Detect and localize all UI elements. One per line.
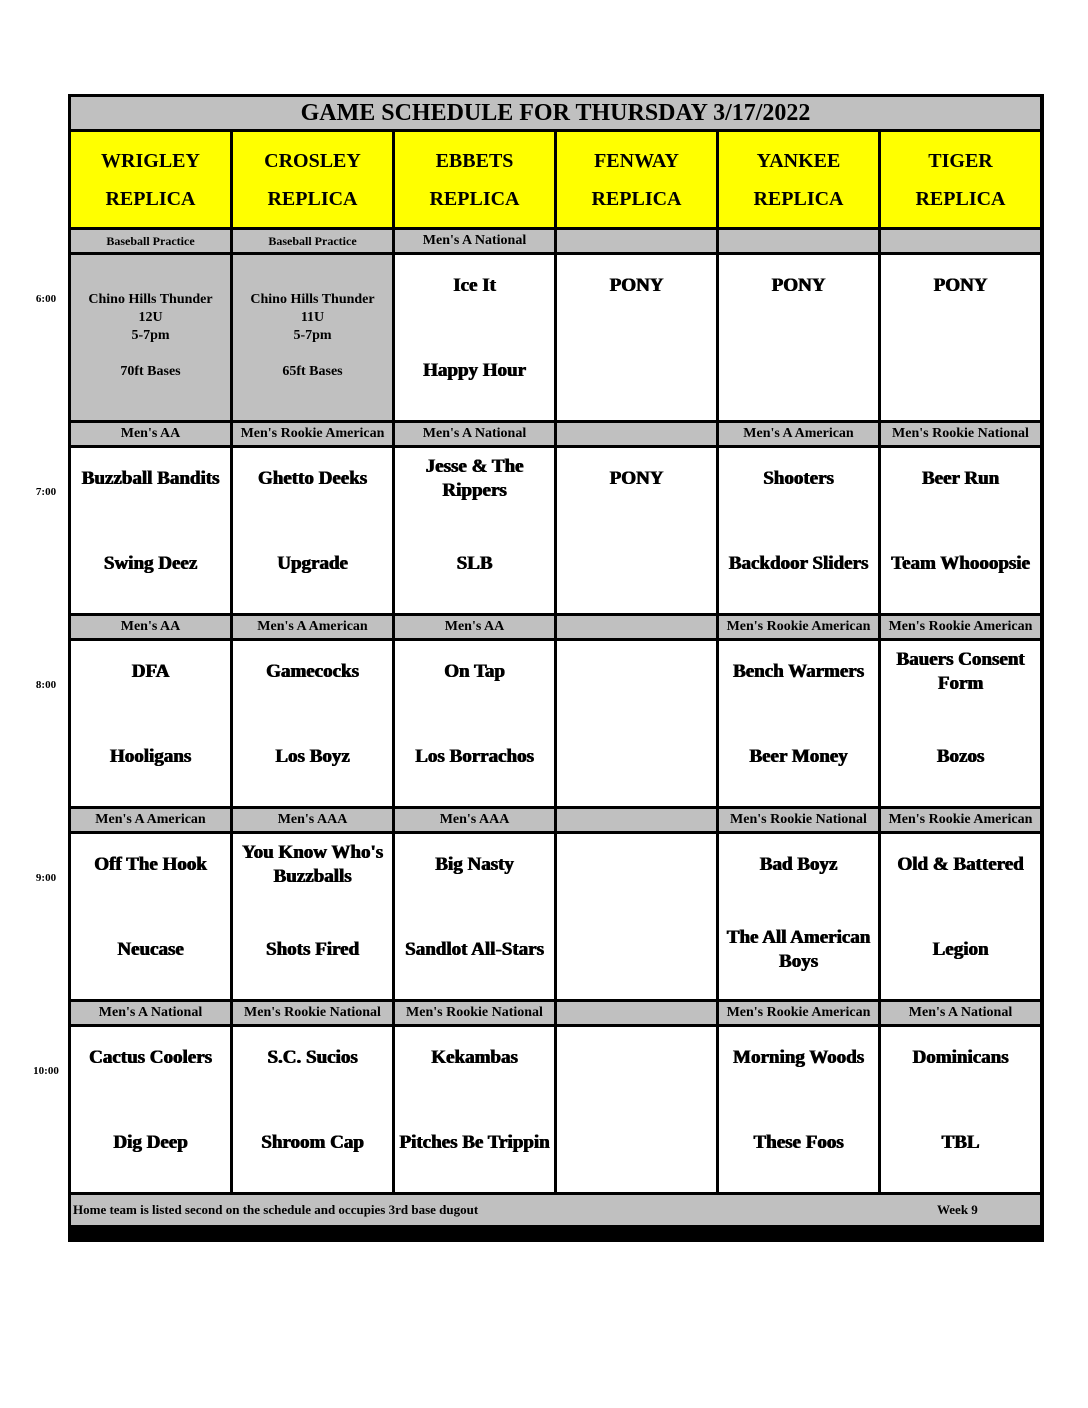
footer-note: Home team is listed second on the schedule and occupies 3rd base dugout (73, 1202, 479, 1217)
home-team: Bozos (936, 746, 985, 767)
division-text: Baseball Practice (268, 233, 357, 248)
field-name: FENWAY (594, 149, 679, 172)
game-cell (881, 448, 1040, 613)
division-text: Baseball Practice (106, 233, 195, 248)
practice-line: 5-7pm (293, 328, 332, 343)
home-team: Legion (932, 939, 989, 960)
home-team: Shroom Cap (261, 1132, 364, 1153)
away-team: You Know Who's Buzzballs (241, 842, 384, 887)
away-team: Bench Warmers (732, 661, 865, 682)
division-label (71, 1002, 230, 1024)
division-text: Men's A American (257, 619, 368, 634)
home-team: The All American Boys (726, 927, 871, 972)
time-label: 7:00 (35, 486, 57, 498)
game-cell (233, 1027, 392, 1192)
division-label (881, 1002, 1040, 1024)
practice-line: Chino Hills Thunder (88, 292, 213, 307)
practice-line: 12U (138, 310, 163, 325)
division-text: Men's Rookie National (730, 812, 867, 827)
away-team: PONY (609, 468, 664, 489)
practice-line (233, 345, 392, 363)
division-text: Men's AA (120, 619, 181, 634)
game-cell (557, 448, 716, 613)
game-cell (233, 255, 392, 420)
division-label (881, 809, 1040, 831)
field-name: WRIGLEY (101, 149, 200, 172)
game-cell (71, 255, 230, 420)
week-label: Week 9 (937, 1202, 978, 1217)
division-label (557, 616, 716, 638)
home-team: Upgrade (277, 553, 348, 574)
home-team: SLB (456, 553, 493, 574)
field-name: YANKEE (756, 149, 841, 172)
home-team: Los Boyz (275, 746, 350, 767)
division-text: Men's A American (95, 812, 206, 827)
field-header-ebbets (395, 132, 554, 227)
field-name: EBBETS (435, 149, 514, 172)
division-text: Men's A National (908, 1005, 1013, 1020)
home-team: Hooligans (109, 746, 192, 767)
division-text: Men's AA (120, 426, 181, 441)
home-team: Pitches Be Trippin (399, 1132, 550, 1153)
game-cell (71, 1027, 230, 1192)
field-header-wrigley (71, 132, 230, 227)
division-text: Men's A National (98, 1005, 203, 1020)
field-header-crosley (233, 132, 392, 227)
division-label (557, 230, 716, 252)
division-label (719, 809, 878, 831)
division-text: Men's AA (444, 619, 505, 634)
division-text: Men's A National (422, 426, 527, 441)
field-sub: REPLICA (105, 187, 196, 210)
division-label (71, 809, 230, 831)
field-name: CROSLEY (264, 149, 361, 172)
away-team: Big Nasty (435, 854, 514, 875)
division-text: Men's A American (743, 426, 854, 441)
field-sub: REPLICA (753, 187, 844, 210)
division-label (233, 809, 392, 831)
game-cell (881, 641, 1040, 806)
home-team: Backdoor Sliders (728, 553, 869, 574)
home-team: Los Borrachos (415, 746, 534, 767)
game-cell (881, 255, 1040, 420)
time-label: 6:00 (35, 293, 57, 305)
practice-info (71, 291, 230, 381)
division-text: Men's Rookie American (888, 619, 1033, 634)
division-label (233, 230, 392, 252)
game-cell (395, 255, 554, 420)
game-cell (557, 1027, 716, 1192)
time-label: 8:00 (35, 679, 57, 691)
division-text: Men's AAA (277, 812, 348, 827)
game-cell (719, 448, 878, 613)
division-text: Men's Rookie American (726, 619, 871, 634)
time-label: 10:00 (33, 1065, 59, 1077)
division-text: Men's Rookie National (892, 426, 1029, 441)
away-team: Bauers Consent Form (896, 649, 1025, 694)
home-team: Dig Deep (113, 1132, 188, 1153)
home-team: Beer Money (749, 746, 848, 767)
away-team: PONY (933, 275, 988, 296)
game-cell (395, 1027, 554, 1192)
away-team: Ghetto Deeks (257, 468, 368, 489)
game-cell (71, 834, 230, 999)
page-title-bar (71, 97, 1040, 129)
division-text: Men's Rookie National (244, 1005, 381, 1020)
division-label (557, 423, 716, 445)
field-sub: REPLICA (591, 187, 682, 210)
field-header-fenway (557, 132, 716, 227)
field-header-yankee (719, 132, 878, 227)
practice-line: Chino Hills Thunder (250, 292, 375, 307)
division-text: Men's Rookie American (240, 426, 385, 441)
game-cell (719, 1027, 878, 1192)
away-team: Dominicans (912, 1047, 1009, 1068)
game-cell (233, 641, 392, 806)
game-cell (881, 1027, 1040, 1192)
field-name: TIGER (928, 149, 993, 172)
game-cell (557, 641, 716, 806)
schedule-sheet (68, 94, 1044, 1242)
home-team: Neucase (117, 939, 184, 960)
division-label (71, 423, 230, 445)
division-label (395, 230, 554, 252)
field-sub: REPLICA (915, 187, 1006, 210)
field-header-tiger (881, 132, 1040, 227)
game-cell (557, 834, 716, 999)
game-cell (395, 834, 554, 999)
game-cell (395, 641, 554, 806)
practice-line (71, 345, 230, 363)
home-team: Swing Deez (103, 553, 198, 574)
division-text: Men's A National (422, 233, 527, 248)
away-team: DFA (131, 661, 170, 682)
field-sub: REPLICA (267, 187, 358, 210)
footer-bar (71, 1195, 1040, 1225)
practice-line: 11U (300, 310, 325, 325)
field-sub: REPLICA (429, 187, 520, 210)
division-text: Men's Rookie American (726, 1005, 871, 1020)
division-label (233, 1002, 392, 1024)
game-cell (881, 834, 1040, 999)
division-label (557, 809, 716, 831)
page-title: GAME SCHEDULE FOR THURSDAY 3/17/2022 (300, 99, 811, 126)
away-team: Buzzball Bandits (81, 468, 220, 489)
division-label (233, 423, 392, 445)
away-team: Shooters (763, 468, 834, 489)
division-label (395, 809, 554, 831)
practice-info (233, 291, 392, 381)
away-team: PONY (609, 275, 664, 296)
away-team: Off The Hook (94, 854, 207, 875)
game-cell (557, 255, 716, 420)
division-label (719, 423, 878, 445)
practice-line: 5-7pm (131, 328, 170, 343)
away-team: Jesse & The Rippers (425, 456, 524, 501)
away-team: PONY (771, 275, 826, 296)
home-team: These Foos (753, 1132, 844, 1153)
division-label (395, 1002, 554, 1024)
division-text: Men's AAA (439, 812, 510, 827)
home-team: Shots Fired (265, 939, 360, 960)
away-team: Beer Run (921, 468, 1000, 489)
division-label (233, 616, 392, 638)
game-cell (719, 641, 878, 806)
division-label (719, 616, 878, 638)
away-team: Kekambas (431, 1047, 518, 1068)
away-team: Bad Boyz (759, 854, 838, 875)
division-label (395, 616, 554, 638)
away-team: S.C. Sucios (267, 1047, 358, 1068)
game-cell (71, 448, 230, 613)
time-label: 9:00 (35, 872, 57, 884)
division-label (881, 423, 1040, 445)
away-team: Gamecocks (266, 661, 359, 682)
practice-line: 70ft Bases (120, 364, 181, 379)
game-cell (719, 255, 878, 420)
away-team: Ice It (453, 275, 496, 296)
game-cell (233, 834, 392, 999)
game-cell (233, 448, 392, 613)
home-team: Team Whooopsie (891, 553, 1030, 574)
division-label (395, 423, 554, 445)
division-label (719, 230, 878, 252)
division-label (557, 1002, 716, 1024)
home-team: Happy Hour (423, 360, 526, 381)
division-label (71, 616, 230, 638)
division-label (881, 616, 1040, 638)
away-team: Cactus Coolers (89, 1047, 212, 1068)
division-label (881, 230, 1040, 252)
game-cell (719, 834, 878, 999)
game-cell (71, 641, 230, 806)
division-text: Men's Rookie American (888, 812, 1033, 827)
division-text: Men's Rookie National (406, 1005, 543, 1020)
away-team: On Tap (444, 661, 505, 682)
practice-line: 65ft Bases (282, 364, 343, 379)
away-team: Morning Woods (732, 1047, 865, 1068)
away-team: Old & Battered (897, 854, 1024, 875)
home-team: TBL (941, 1132, 980, 1153)
division-label (71, 230, 230, 252)
home-team: Sandlot All-Stars (405, 939, 544, 960)
game-cell (395, 448, 554, 613)
division-label (719, 1002, 878, 1024)
